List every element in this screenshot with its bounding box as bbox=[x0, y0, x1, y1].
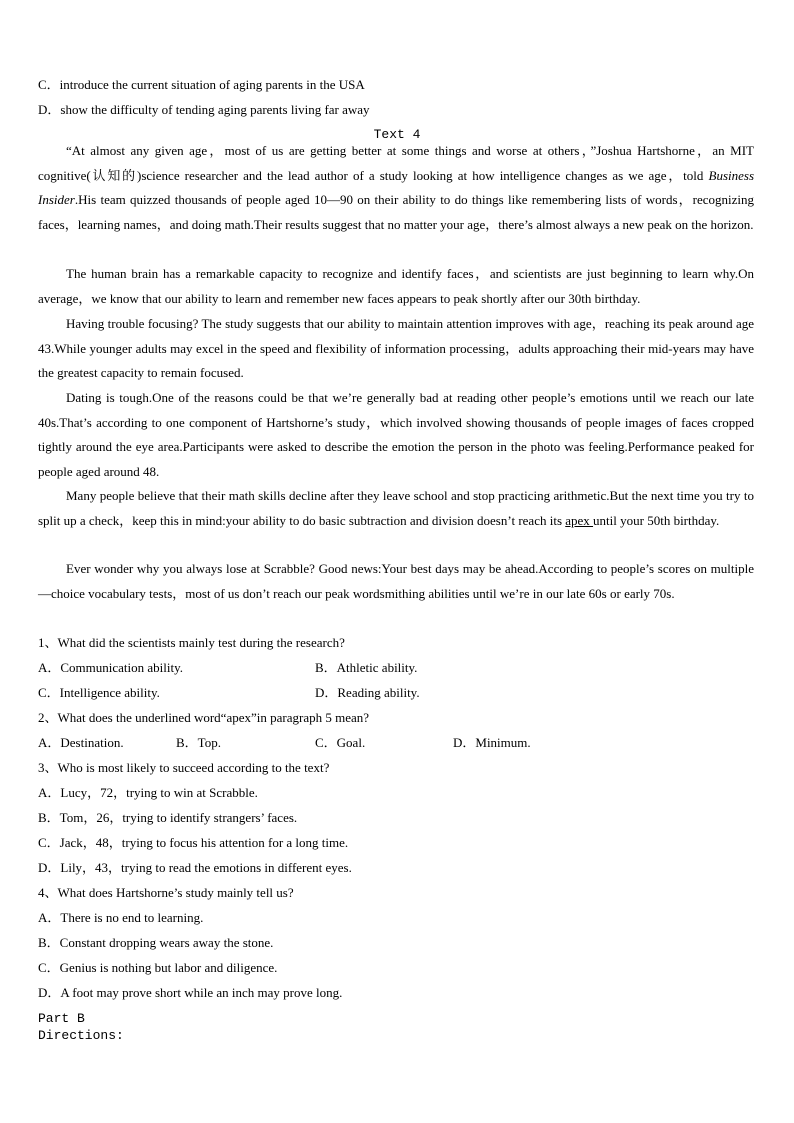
question-2-option-a: A．Destination. bbox=[38, 735, 124, 750]
question-1-stem: 1、What did the scientists mainly test during the research? bbox=[38, 635, 345, 650]
question-3-option-c: C．Jack，48，trying to focus his attention for a long time. bbox=[38, 835, 349, 850]
prev-option-d: D．show the difficulty of tending aging parents living far away bbox=[38, 102, 370, 117]
publication-name: Business Insider bbox=[38, 167, 754, 208]
question-1-option-a: A．Communication ability. bbox=[38, 660, 184, 675]
question-1-option-d: D．Reading ability. bbox=[315, 685, 420, 700]
paragraph-4: Dating is tough.One of the reasons could be that we’re generally bad at reading other people’s emotions until we reach our late 40s.That’s according to one component of Hartshorne’s study，which involved showing thousands of people images of faces cropped tightly around the eye area.Participants were asked to describe the emotion the person in the photo was feeling.Performance peaked for people aged around 48. bbox=[38, 390, 754, 479]
paragraph-2: The human brain has a remarkable capacity to recognize and identify faces，and scientists are just beginning to learn why.On average，we know that our ability to learn and remember new faces appears to peak shortly after our 30th birthday. bbox=[38, 266, 754, 306]
prev-option-c: C．introduce the current situation of aging parents in the USA bbox=[38, 77, 365, 92]
question-3-stem: 3、Who is most likely to succeed according to the text? bbox=[38, 760, 330, 775]
part-b-title: Part B bbox=[38, 1011, 85, 1026]
question-2-option-c: C．Goal. bbox=[315, 735, 366, 750]
question-3-option-b: B．Tom，26，trying to identify strangers’ faces. bbox=[38, 810, 298, 825]
underlined-word: apex bbox=[565, 512, 594, 528]
paragraph-1: “At almost any given age，most of us are getting better at some things and worse at others，”Joshua Hartshorne，an MIT cognitive(认知的)science researcher and the lead author of a study looking at how intelligence changes as we age，told Business Insider.His team quizzed thousands of people aged 10—90 on their ability to do things like remembering lists of words，recognizing faces，learning names，and doing math.Their results suggest that no matter your age，there’s almost always a new peak on the horizon. bbox=[38, 143, 754, 232]
question-4-option-c: C．Genius is nothing but labor and diligence. bbox=[38, 960, 278, 975]
paragraph-6: Ever wonder why you always lose at Scrabble? Good news:Your best days may be ahead.According to people’s scores on multiple—choice vocabulary tests，most of us don’t reach our peak wordsmithing abilities until we’re in our late 60s or early 70s. bbox=[38, 561, 754, 601]
paragraph-3: Having trouble focusing? The study suggests that our ability to maintain attention improves with age，reaching its peak around age 43.While younger adults may excel in the speed and flexibility of information processing，adults approaching their mid-years may have the greatest capacity to remain focused. bbox=[38, 316, 754, 381]
part-b-directions: Directions: bbox=[38, 1028, 124, 1043]
section-heading: Text 4 bbox=[373, 127, 421, 142]
paragraph-5: Many people believe that their math skills decline after they leave school and stop practicing arithmetic.But the next time you try to split up a check，keep this in mind:your ability to do basic subtraction and division doesn’t reach its apex until your 50th birthday. bbox=[38, 488, 754, 528]
question-1-option-b: B．Athletic ability. bbox=[315, 660, 418, 675]
question-3-option-d: D．Lily，43，trying to read the emotions in different eyes. bbox=[38, 860, 352, 875]
question-4-option-a: A．There is no end to learning. bbox=[38, 910, 204, 925]
question-3-option-a: A．Lucy，72，trying to win at Scrabble. bbox=[38, 785, 258, 800]
question-2-stem: 2、What does the underlined word“apex”in paragraph 5 mean? bbox=[38, 710, 370, 725]
question-2-option-b: B．Top. bbox=[176, 735, 221, 750]
question-4-stem: 4、What does Hartshorne’s study mainly tell us? bbox=[38, 885, 294, 900]
question-4-option-d: D．A foot may prove short while an inch may prove long. bbox=[38, 985, 343, 1000]
question-2-option-d: D．Minimum. bbox=[453, 735, 531, 750]
question-4-option-b: B．Constant dropping wears away the stone. bbox=[38, 935, 274, 950]
question-1-option-c: C．Intelligence ability. bbox=[38, 685, 160, 700]
